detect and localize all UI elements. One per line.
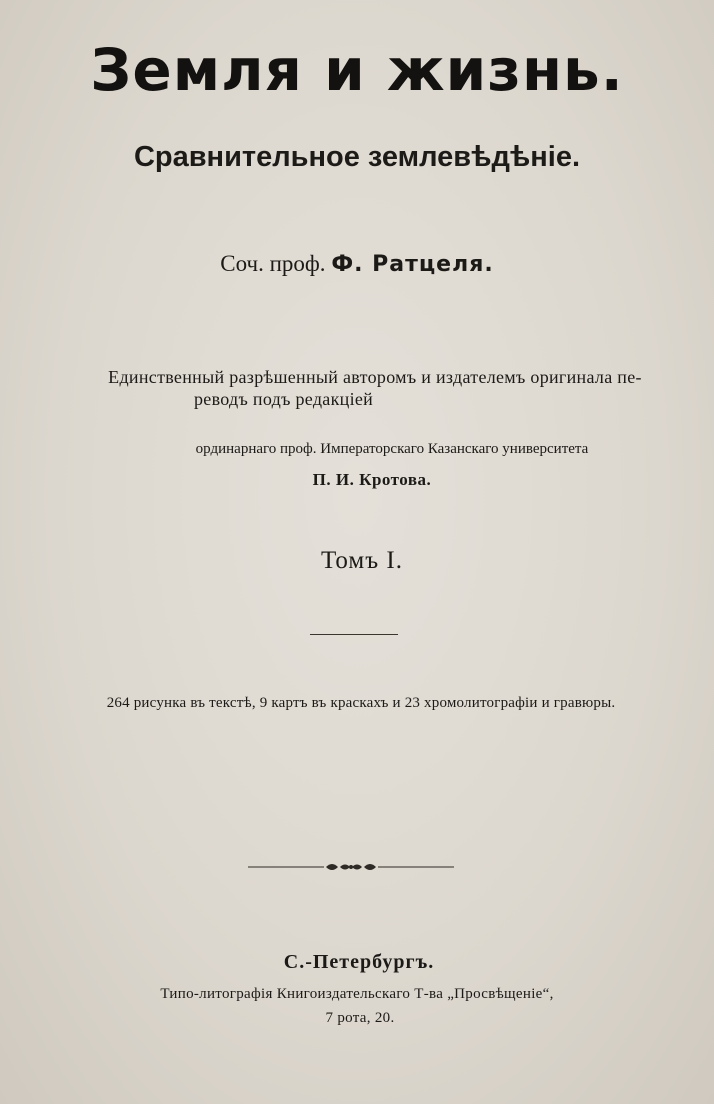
editor-affiliation: ординарнаго проф. Императорскаго Казанскаго университета (195, 441, 589, 457)
editor-name: П. И. Кротова. (312, 470, 432, 489)
imprint-city: С.-Петербургъ. (283, 951, 435, 973)
edition-line-1: Единственный разрѣшенный авторомъ и издателемъ оригинала пе- (108, 367, 642, 387)
imprint-printer: Типо-литографія Книгоиздательскаго Т-ва „Просвѣщеніе“, (160, 986, 554, 1002)
author-name: Ф. Ратцеля. (331, 252, 494, 277)
author-prefix: Соч. проф. (220, 251, 326, 276)
illustrations-note: 264 рисунка въ текстѣ, 9 картъ въ краскахъ и 23 хромолитографіи и гравюры. (106, 695, 616, 711)
imprint-address: 7 рота, 20. (325, 1010, 395, 1026)
book-subtitle: Сравнительное землевѣдѣніе. (133, 141, 581, 173)
author-line (0, 251, 714, 277)
ornament-divider (248, 857, 454, 877)
volume-label: Томъ I. (321, 547, 403, 574)
divider-rule (310, 634, 398, 635)
edition-note (46, 366, 686, 410)
book-title: Земля и жизнь. (90, 36, 624, 104)
edition-line-2: реводъ подъ редакціей (194, 389, 374, 409)
